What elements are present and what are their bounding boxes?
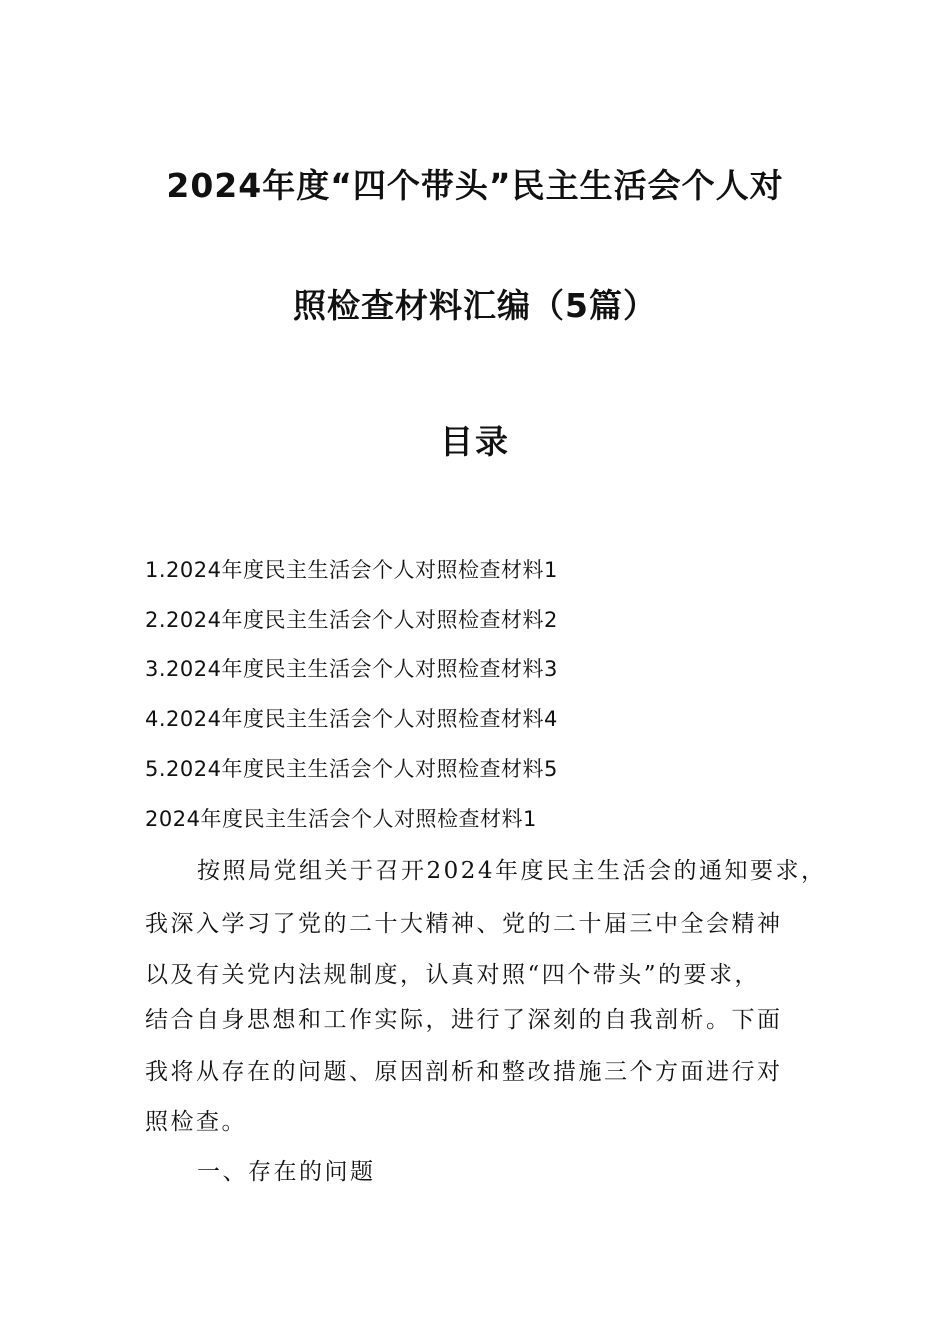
section-title: 2024年度民主生活会个人对照检查材料1: [145, 807, 537, 831]
subheading: 一、存在的问题: [197, 1159, 376, 1185]
paragraph-line: 照检查。: [145, 1109, 247, 1135]
paragraph-line: 按照局党组关于召开2024年度民主生活会的通知要求，: [197, 858, 827, 884]
paragraph-line: 以及有关党内法规制度，认真对照“四个带头”的要求，: [145, 962, 761, 988]
toc-item: 1.2024年度民主生活会个人对照检查材料1: [145, 558, 558, 582]
toc-item: 2.2024年度民主生活会个人对照检查材料2: [145, 608, 558, 632]
paragraph-line: 结合自身思想和工作实际，进行了深刻的自我剖析。下面: [145, 1007, 783, 1033]
document-title-line-2: 照检查材料汇编（5篇）: [293, 286, 657, 325]
toc-item: 3.2024年度民主生活会个人对照检查材料3: [145, 657, 558, 681]
toc-item: 5.2024年度民主生活会个人对照检查材料5: [145, 757, 558, 781]
document-title-line-1: 2024年度“四个带头”民主生活会个人对: [166, 166, 784, 205]
paragraph-line: 我将从存在的问题、原因剖析和整改措施三个方面进行对: [145, 1059, 783, 1085]
paragraph-line: 我深入学习了党的二十大精神、党的二十届三中全会精神: [145, 911, 783, 937]
toc-heading: 目录: [440, 422, 510, 461]
toc-item: 4.2024年度民主生活会个人对照检查材料4: [145, 707, 558, 731]
